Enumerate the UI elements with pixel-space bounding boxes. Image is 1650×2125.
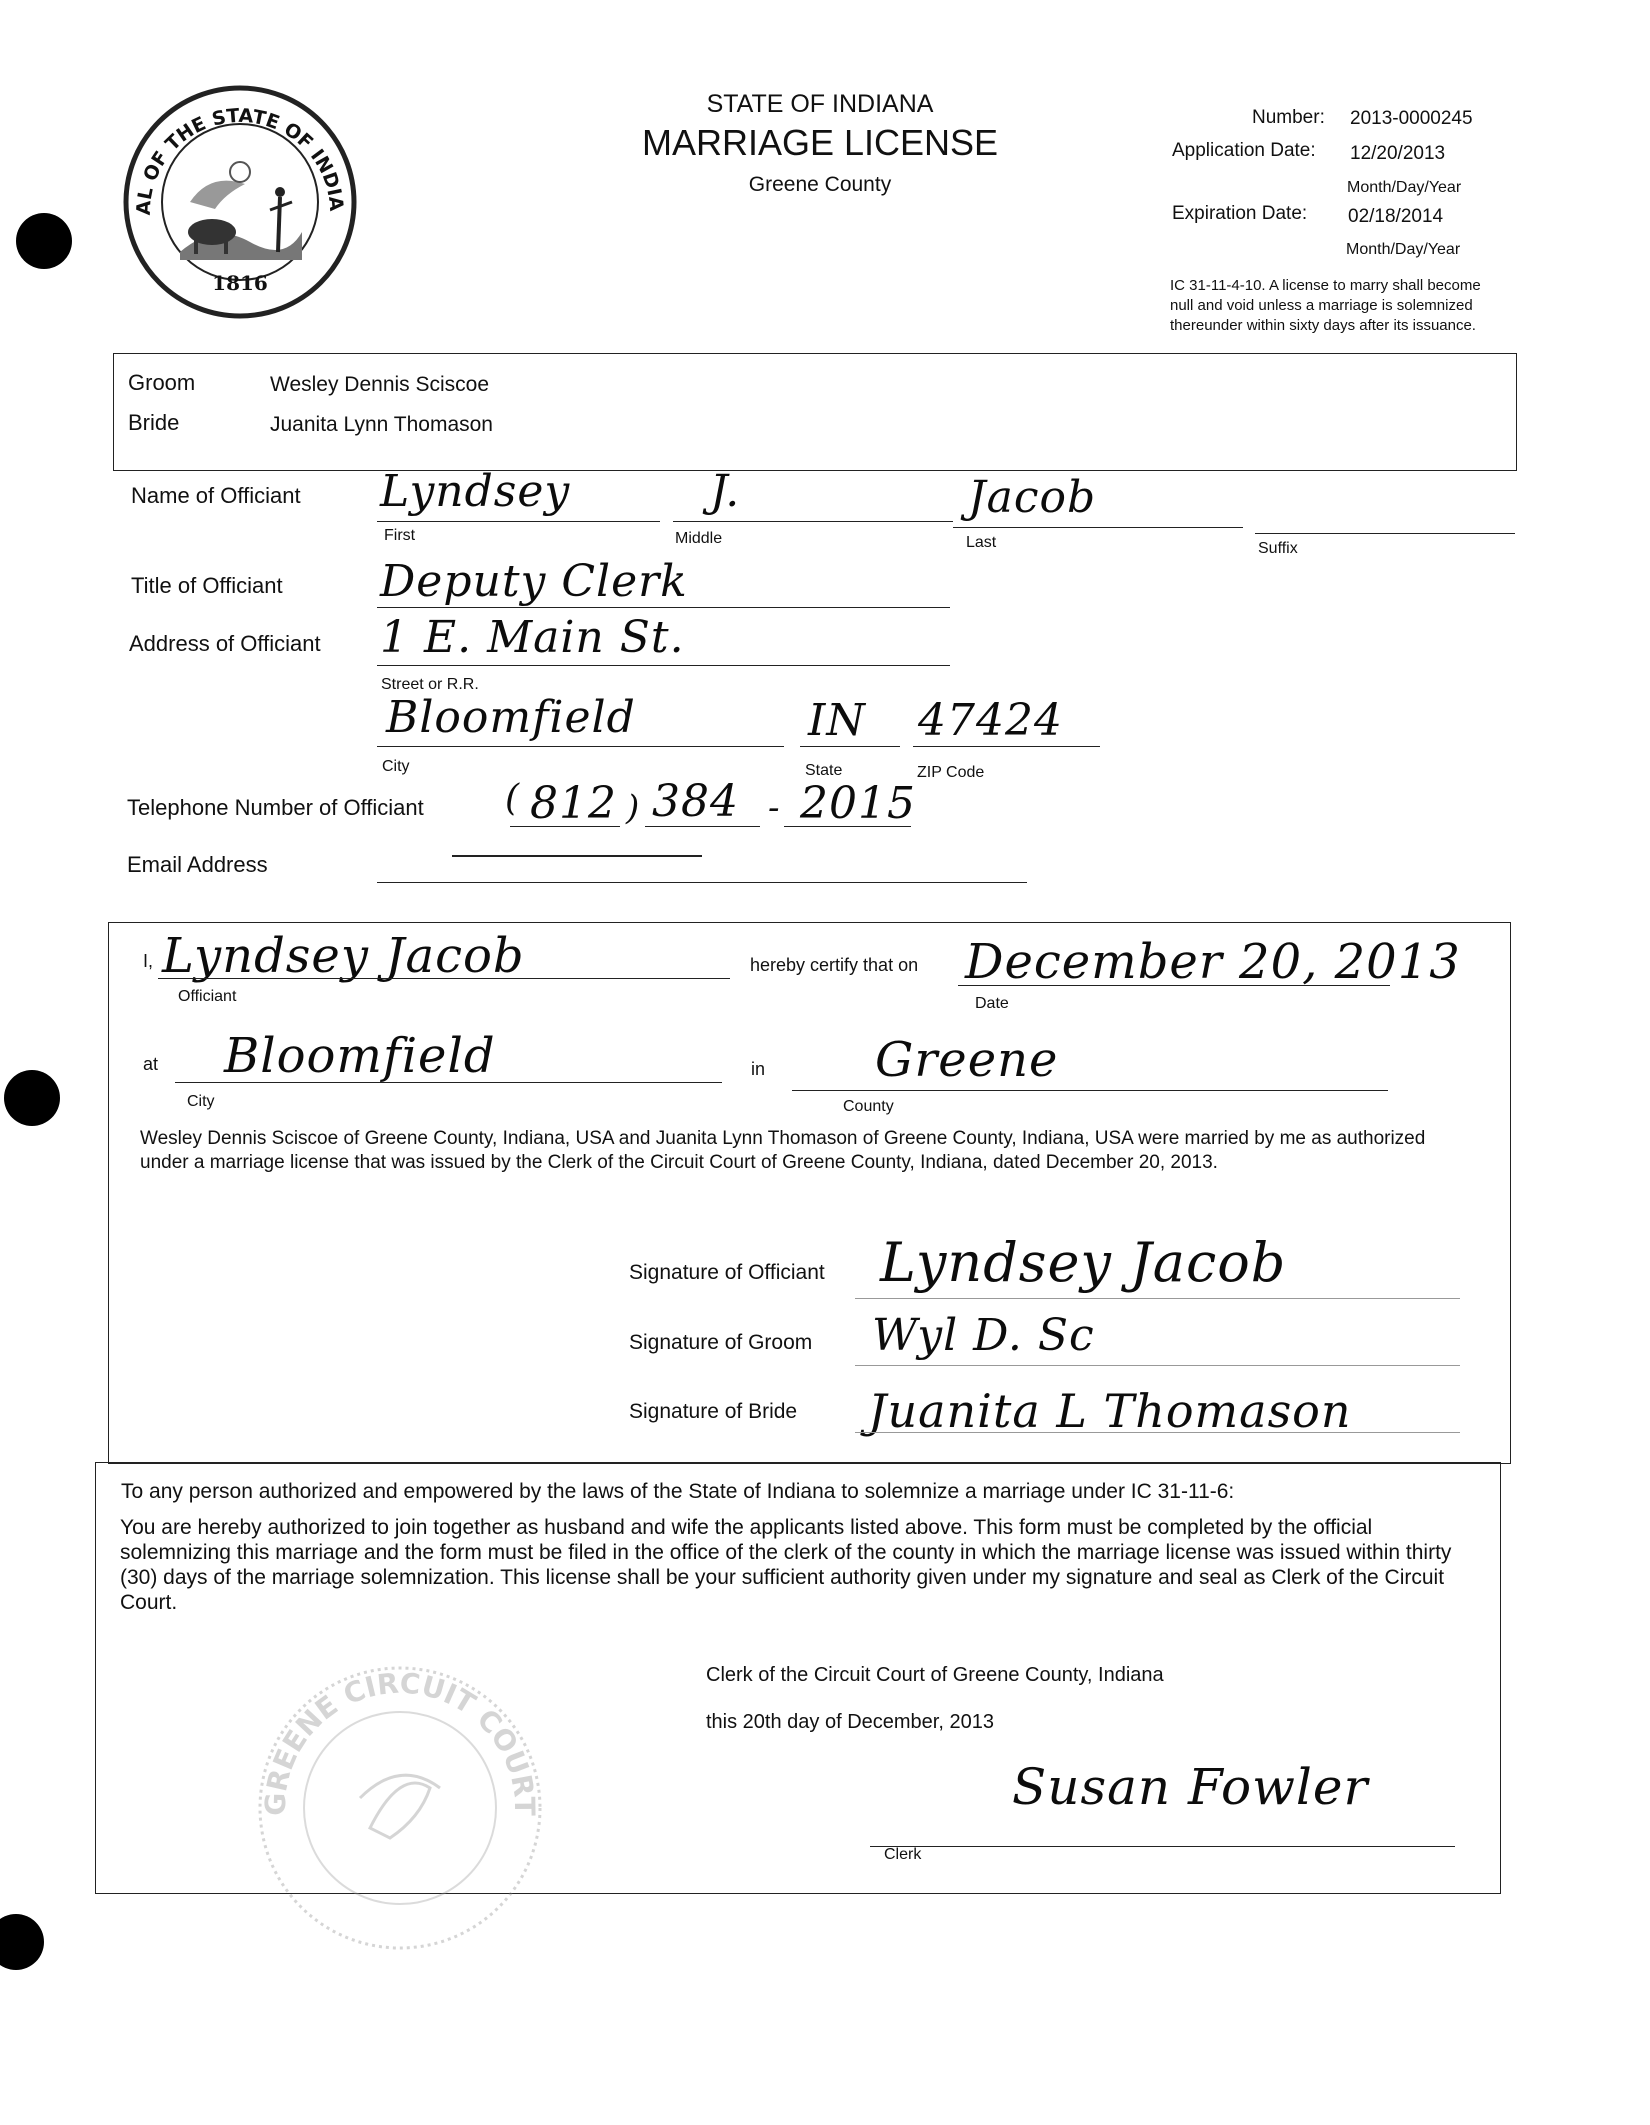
number-value: 2013-0000245 (1350, 108, 1473, 129)
authorization-heading: To any person authorized and empowered by the laws of the State of Indiana to solemnize a marriage under IC 31-11-6: (121, 1480, 1235, 1503)
officiant-phone-label: Telephone Number of Officiant (127, 795, 424, 820)
certificate-box (108, 922, 1511, 1464)
officiant-caption: Officiant (178, 988, 237, 1005)
state-caption: State (805, 762, 843, 779)
embossed-seal-text: GREENE CIRCUIT COURT (258, 1666, 542, 1817)
date-caption: Date (975, 995, 1009, 1012)
svg-text:GREENE CIRCUIT COURT (259, 1667, 541, 1817)
marriage-city: Bloomfield (224, 1028, 496, 1084)
date-format-caption: Month/Day/Year (1346, 241, 1461, 258)
punch-hole-middle (4, 1070, 60, 1126)
clerk-signature: Susan Fowler (1012, 1758, 1369, 1816)
seal-text: AL OF THE STATE OF INDIA (132, 104, 348, 216)
authorization-body: You are hereby authorized to join together as husband and wife the applicants listed above. This form must be completed by the official solemnizing this marriage and the form must be filed in the office of the clerk of the county in which the marriage license was issued within thirty (30) days of the marriage solemnization. This license shall be your sufficient authority given under my signature and seal as Clerk of the Circuit Court. (120, 1516, 1452, 1614)
officiant-city: Bloomfield (386, 692, 636, 743)
county-title: Greene County (748, 173, 892, 196)
middle-caption: Middle (675, 530, 723, 547)
officiant-middle-name: J. (710, 466, 741, 517)
phone-line: 2015 (800, 778, 916, 829)
phone-prefix: 384 (652, 776, 739, 827)
marriage-statement: Wesley Dennis Sciscoe of Greene County, Indiana, USA and Juanita Lynn Thomason of Greene County, Indiana, USA were married by me as authorized under a marriage license that was issued by the Clerk of the Circuit Court of Greene County, Indiana, dated December 20, 2013. (140, 1128, 1426, 1173)
phone-area-code: 812 (530, 778, 617, 829)
signature-officiant: Lyndsey Jacob (880, 1231, 1287, 1294)
officiant-street: 1 E. Main St. (380, 612, 685, 663)
suffix-caption: Suffix (1258, 540, 1298, 557)
signature-groom: Wyl D. Sc (872, 1310, 1095, 1361)
seal-year: 1816 (212, 271, 268, 295)
zip-caption: ZIP Code (917, 764, 985, 781)
i-label: I, (143, 951, 154, 971)
officiant-address-label: Address of Officiant (129, 631, 321, 656)
city-caption-cert: City (187, 1093, 215, 1110)
marriage-county: Greene (875, 1032, 1059, 1088)
street-caption: Street or R.R. (381, 676, 479, 693)
punch-hole-bottom (0, 1914, 44, 1970)
signature-bride-label: Signature of Bride (629, 1400, 798, 1423)
email-label: Email Address (127, 852, 268, 877)
city-caption: City (382, 758, 410, 775)
officiant-name-label: Name of Officiant (131, 483, 301, 508)
officiant-last-name: Jacob (968, 472, 1097, 523)
officiant-first-name: Lyndsey (380, 466, 571, 517)
clerk-line-1: Clerk of the Circuit Court of Greene County, Indiana (706, 1664, 1164, 1686)
clerk-caption: Clerk (884, 1846, 922, 1863)
first-caption: First (384, 527, 416, 544)
number-label: Number: (1252, 107, 1325, 128)
clerk-line-2: this 20th day of December, 2013 (706, 1711, 994, 1733)
groom-label: Groom (128, 370, 196, 395)
embossed-court-seal (250, 1658, 550, 1958)
page-title: MARRIAGE LICENSE (641, 122, 999, 163)
officiant-title-label: Title of Officiant (131, 573, 283, 598)
state-title: STATE OF INDIANA (706, 90, 934, 118)
application-date-label: Application Date: (1172, 140, 1316, 161)
officiant-state: IN (808, 695, 866, 746)
punch-hole-top (16, 213, 72, 269)
parties-box (113, 353, 1517, 471)
expiration-date-label: Expiration Date: (1172, 203, 1308, 224)
county-caption: County (843, 1098, 894, 1115)
groom-name: Wesley Dennis Sciscoe (270, 373, 490, 396)
date-format-caption: Month/Day/Year (1347, 179, 1462, 196)
certificate-officiant-name: Lyndsey Jacob (162, 928, 525, 984)
bride-name: Juanita Lynn Thomason (270, 413, 493, 436)
officiant-title-value: Deputy Clerk (380, 556, 688, 607)
in-label: in (751, 1059, 766, 1079)
last-caption: Last (966, 534, 997, 551)
signature-bride: Juanita L Thomason (868, 1384, 1352, 1438)
certify-text: hereby certify that on (750, 955, 919, 975)
marriage-date: December 20, 2013 (965, 934, 1461, 990)
application-date-value: 12/20/2013 (1350, 143, 1446, 164)
signature-groom-label: Signature of Groom (629, 1331, 813, 1354)
expiration-date-value: 02/18/2014 (1348, 206, 1444, 227)
bride-label: Bride (128, 410, 180, 435)
officiant-zip: 47424 (918, 695, 1063, 746)
statute-note: IC 31-11-4-10. A license to marry shall become null and void unless a marriage is solemnized thereunder within sixty days after its issuance. (1170, 277, 1481, 334)
signature-officiant-label: Signature of Officiant (629, 1261, 825, 1284)
at-label: at (143, 1054, 159, 1074)
